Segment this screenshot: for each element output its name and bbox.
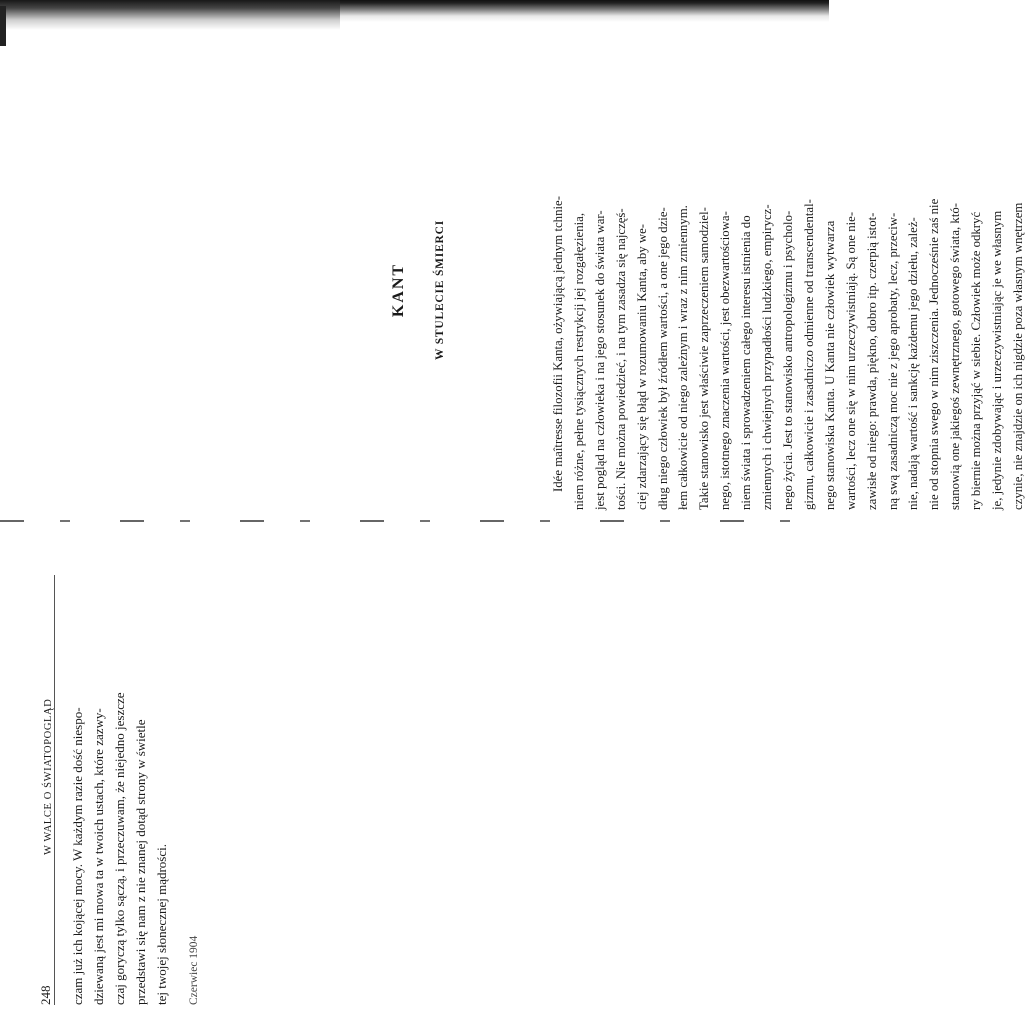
text-line: nego życia. Jest to stanowisko antropologizmu i psycholo-: [780, 210, 795, 510]
book-spine-gutter: [0, 520, 829, 522]
text-line: czaj goryczą tylko sączą, i przeczuwam, że niejedno jeszcze: [112, 692, 127, 1005]
left-page-header: [30, 575, 55, 1005]
scan-top-edge-shadow: [0, 0, 340, 30]
text-line: Idée maîtresse filozofii Kanta, ożywiającą jednym tchnie-: [551, 196, 565, 492]
text-line: stanowią one jakiegoś zewnętrznego, gotowego świata, któ-: [948, 202, 963, 510]
text-line: ciej zdarzający się błąd w rozumowaniu Kanta, aby we-: [634, 223, 649, 510]
text-line: tości. Nie można powiedzieć, i na tym zasadza się najczęś-: [613, 208, 628, 510]
text-line: Takie stanowisko jest właściwie zaprzeczeniem samodziel-: [697, 207, 712, 510]
date-signoff: Czerwiec 1904: [188, 935, 200, 1005]
text-line: dług niego człowiek był źródłem wartości, a one jego dzie-: [655, 207, 670, 510]
left-page-text: [67, 575, 172, 1005]
text-line: przedstawi się nam z nie znanej dotąd strony w świetle: [133, 719, 148, 1005]
text-line: niem świata i sprowadzeniem całego interesu istnienia do: [739, 215, 754, 510]
page-number: 248: [38, 985, 53, 1005]
right-page-text: [548, 70, 1029, 510]
text-line: łem całkowicie od niego zależnym i wraz z nim zmiennym.: [676, 205, 691, 510]
text-line: zmiennych i chwiejnych przypadłości ludzkiego, empirycz-: [760, 204, 775, 510]
chapter-title: KANT: [390, 262, 407, 318]
text-line: je, jedynie zdobywając i urzeczywistniając je we własnym: [990, 210, 1005, 510]
right-page: [360, 70, 1029, 510]
chapter-subtitle: W STULECIE ŚMIERCI: [434, 219, 446, 361]
text-line: gizmu, całkowicie i zasadniczo odmienne od transcendental-: [801, 199, 816, 510]
text-line: nie od stopnia swego w nim ziszczenia. Jednocześnie zaś nie: [927, 198, 942, 510]
left-page: [30, 575, 200, 1005]
text-line: ry biernie można przyjąć w siebie. Człowiek może odkryć: [969, 211, 984, 510]
text-line: dziewaną jest mi mowa ta w twoich ustach, które zazwy-: [91, 708, 106, 1005]
text-line: czynie, nie znajdzie on ich nigdzie poza własnym wnętrzem: [1010, 202, 1025, 510]
text-line: czam już ich kojącej mocy. W każdym razie dość niespo-: [70, 707, 85, 1005]
text-line: nie, nadają wartość i sankcję każdemu jego dziełu, zależ-: [906, 217, 921, 510]
running-title: W WALCE O ŚWIATOPOGLĄD: [43, 698, 54, 855]
text-line: jest pogląd na człowieka i na jego stosunek do świata war-: [592, 210, 607, 510]
text-line: ną swą zasadniczą moc nie z jego aprobaty, lecz, przeciw-: [885, 212, 900, 510]
text-line: wartości, lecz one się w nim urzeczywistniają. Są one nie-: [843, 211, 858, 510]
text-line: niem różne, pełne tysiącznych restrykcji jej rozgałęzienia,: [571, 212, 586, 510]
text-line: tej twojej słonecznej mądrości.: [154, 843, 169, 1005]
text-line: zawisłe od niego: prawda, piękno, dobro itp. czerpią istot-: [864, 212, 879, 510]
scan-corner-mark: [0, 6, 6, 46]
chapter-spacer: [484, 70, 548, 510]
text-line: nego, istotnego znaczenia wartości, jest obezwartościowa-: [718, 211, 733, 510]
text-line: nego stanowiska Kanta. U Kanta nie człowiek wytwarza: [822, 220, 837, 510]
